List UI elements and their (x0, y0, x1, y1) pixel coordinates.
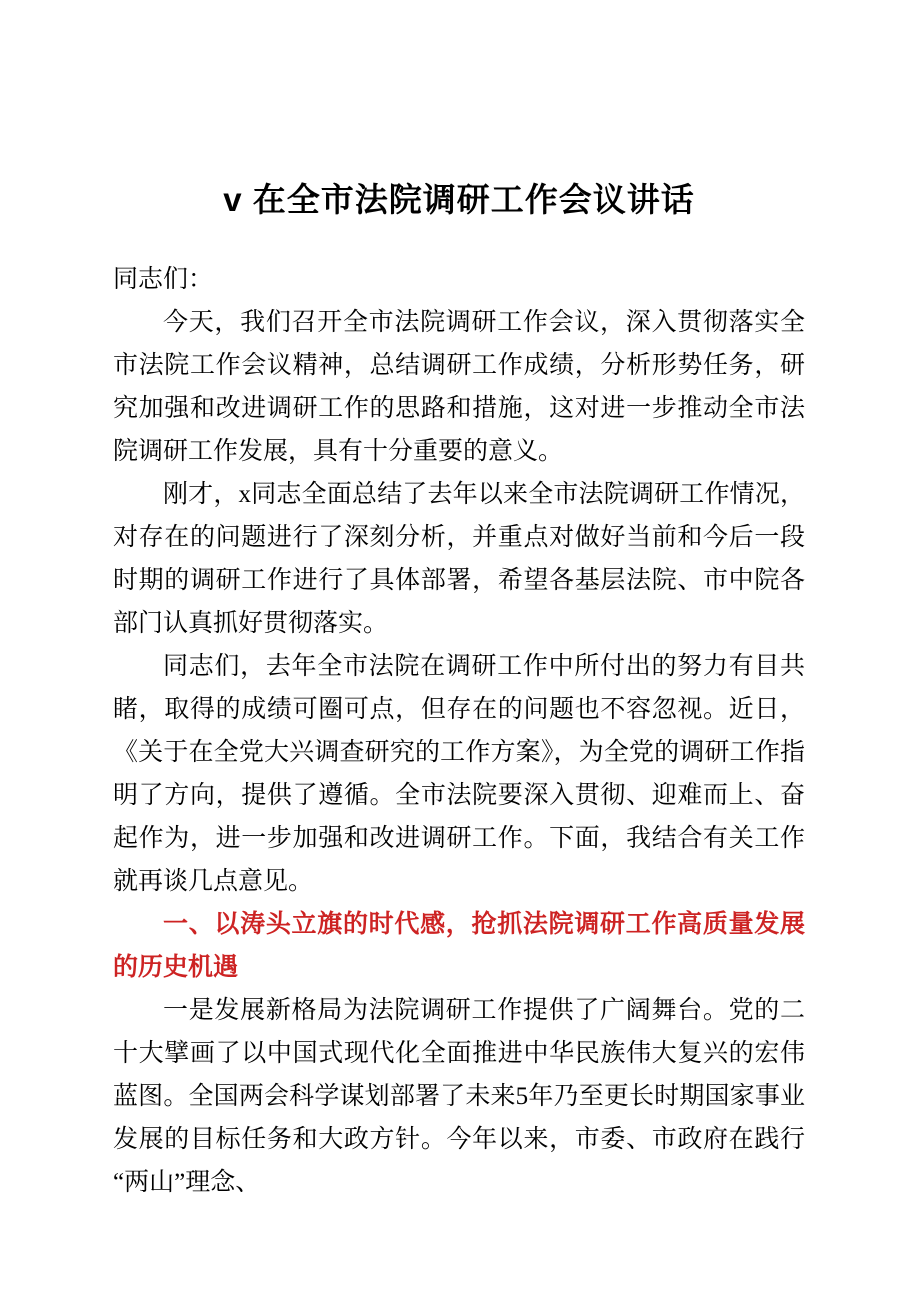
salutation: 同志们： (113, 266, 214, 293)
body-paragraph: 一是发展新格局为法院调研工作提供了广阔舞台。党的二十大擘画了以中国式现代化全面推进中华民族伟大复兴的宏伟蓝图。全国两会科学谋划部署了未来5年乃至更长时期国家事业发展的目标任务和大政方针。今年以来，市委、市政府在践行“两山”理念、 (113, 997, 805, 1196)
document-body (113, 258, 805, 1204)
body-paragraph: 同志们，去年全市法院在调研工作中所付出的努力有目共睹，取得的成绩可圈可点，但存在的问题也不容忽视。近日，《关于在全党大兴调查研究的工作方案》，为全党的调研工作指明了方向，提供了遵循。全市法院要深入贯彻、迎难而上、奋起作为，进一步加强和改进调研工作。下面，我结合有关工作就再谈几点意见。 (113, 653, 805, 895)
body-paragraph: 今天，我们召开全市法院调研工作会议，深入贯彻落实全市法院工作会议精神，总结调研工作成绩，分析形势任务，研究加强和改进调研工作的思路和措施，这对进一步推动全市法院调研工作发展，具有十分重要的意义。 (113, 309, 805, 465)
body-paragraph: 刚才，x同志全面总结了去年以来全市法院调研工作情况，对存在的问题进行了深刻分析，并重点对做好当前和今后一段时期的调研工作进行了具体部署，希望各基层法院、市中院各部门认真抓好贯彻落实。 (113, 481, 805, 637)
document-title: v 在全市法院调研工作会议讲话 (223, 181, 695, 218)
section-heading: 一、以涛头立旗的时代感，抢抓法院调研工作高质量发展的历史机遇 (113, 910, 805, 981)
